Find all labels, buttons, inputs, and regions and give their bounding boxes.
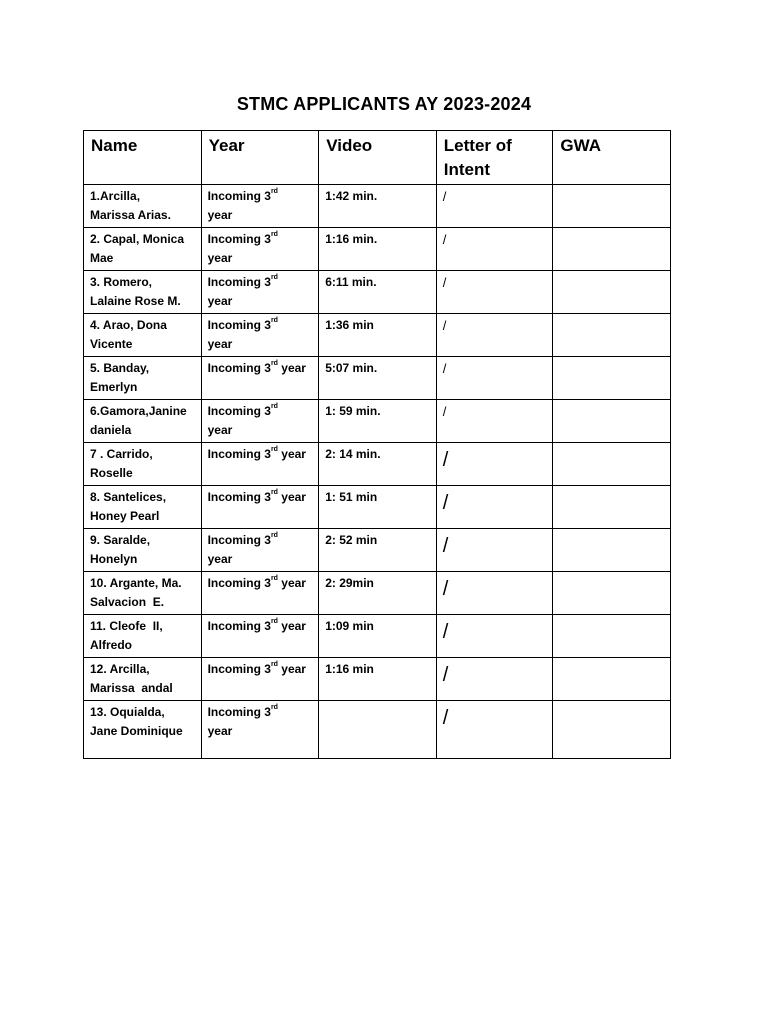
year-text: Incoming 3 <box>207 232 271 246</box>
year-text-line2: year <box>207 208 233 222</box>
applicant-name-cell <box>84 701 202 759</box>
letter-of-intent-check: / <box>442 621 449 643</box>
year-cell <box>201 658 319 701</box>
year-ordinal-suffix: rd <box>270 618 278 625</box>
table-row <box>84 701 671 759</box>
applicant-name-cell <box>84 615 202 658</box>
year-text-line2: year <box>207 337 233 351</box>
year-text: Incoming 3 <box>207 404 271 418</box>
applicant-name-cell <box>84 529 202 572</box>
year-ordinal-suffix: rd <box>270 188 278 195</box>
letter-of-intent-check: / <box>442 189 447 204</box>
gwa-cell <box>553 658 671 701</box>
applicant-name-line2: Emerlyn <box>90 380 138 394</box>
applicant-name-line1: 5. Banday, <box>90 361 150 375</box>
video-duration-cell: 1: 51 min <box>319 486 437 529</box>
letter-of-intent-check: / <box>442 578 449 600</box>
year-text-line2: year <box>207 552 233 566</box>
video-duration-cell: 1:16 min. <box>319 228 437 271</box>
gwa-cell <box>553 314 671 357</box>
table-row <box>84 228 671 271</box>
table-body <box>84 185 671 759</box>
gwa-cell <box>553 443 671 486</box>
letter-of-intent-cell <box>436 572 553 615</box>
applicant-name-line2: Mae <box>90 251 114 265</box>
year-text: Incoming 3 <box>207 275 271 289</box>
video-duration-cell: 1:42 min. <box>319 185 437 228</box>
applicant-name-line1: 13. Oquialda, <box>90 705 165 719</box>
gwa-cell <box>553 572 671 615</box>
gwa-cell <box>553 486 671 529</box>
applicant-name-line1: 7 . Carrido, <box>90 447 153 461</box>
year-text-line2: year <box>207 251 233 265</box>
year-ordinal-suffix: rd <box>270 489 278 496</box>
year-ordinal-suffix: rd <box>270 704 278 711</box>
year-text: Incoming 3 <box>207 318 271 332</box>
column-header-video: Video <box>319 131 437 185</box>
applicant-name-line1: 4. Arao, Dona <box>90 318 167 332</box>
year-text: Incoming 3 <box>207 189 271 203</box>
document-title: STMC APPLICANTS AY 2023-2024 <box>236 94 532 114</box>
video-duration-cell: 1: 59 min. <box>319 400 437 443</box>
year-text-line2: year <box>207 423 233 437</box>
letter-of-intent-check: / <box>442 318 447 333</box>
letter-of-intent-cell <box>436 228 553 271</box>
applicant-name-cell <box>84 357 202 400</box>
year-text: Incoming 3 <box>207 533 271 547</box>
year-cell <box>201 271 319 314</box>
gwa-cell <box>553 357 671 400</box>
year-cell <box>201 701 319 759</box>
letter-of-intent-cell <box>436 529 553 572</box>
letter-of-intent-check: / <box>442 275 447 290</box>
applicant-name-line2: Alfredo <box>90 638 132 652</box>
year-cell <box>201 228 319 271</box>
applicant-name-line2: daniela <box>90 423 132 437</box>
letter-of-intent-cell <box>436 658 553 701</box>
column-header-year: Year <box>201 131 319 185</box>
applicant-name-cell <box>84 185 202 228</box>
letter-of-intent-cell <box>436 357 553 400</box>
year-text-suffix: year <box>277 662 306 676</box>
table-row <box>84 529 671 572</box>
applicant-name-line2: Roselle <box>90 466 133 480</box>
applicant-name-line2: Salvacion E. <box>90 595 165 609</box>
year-ordinal-suffix: rd <box>270 317 278 324</box>
letter-of-intent-check: / <box>442 492 449 514</box>
year-cell <box>201 529 319 572</box>
year-ordinal-suffix: rd <box>270 575 278 582</box>
applicant-name-cell <box>84 486 202 529</box>
applicant-name-line1: 1.Arcilla, <box>90 189 141 203</box>
year-text-line2: year <box>207 724 233 738</box>
applicant-name-cell <box>84 314 202 357</box>
letter-of-intent-check: / <box>442 664 449 686</box>
year-cell <box>201 185 319 228</box>
year-text-suffix: year <box>277 619 306 633</box>
year-ordinal-suffix: rd <box>270 532 278 539</box>
column-header-letter-of-intent: Letter of Intent <box>436 131 553 185</box>
applicant-name-cell <box>84 572 202 615</box>
year-cell <box>201 615 319 658</box>
letter-of-intent-check: / <box>442 535 449 557</box>
video-duration-cell: 1:16 min <box>319 658 437 701</box>
applicant-name-line2: Lalaine Rose M. <box>90 294 181 308</box>
year-text: Incoming 3 <box>207 490 271 504</box>
applicant-name-line1: 10. Argante, Ma. <box>90 576 182 590</box>
letter-of-intent-check: / <box>442 232 447 247</box>
year-text: Incoming 3 <box>207 447 271 461</box>
letter-of-intent-cell <box>436 443 553 486</box>
table-row <box>84 357 671 400</box>
column-header-gwa: GWA <box>553 131 671 185</box>
year-text-suffix: year <box>277 361 306 375</box>
year-ordinal-suffix: rd <box>270 360 278 367</box>
header-row <box>84 131 671 185</box>
table-row <box>84 185 671 228</box>
video-duration-cell: 2: 14 min. <box>319 443 437 486</box>
applicant-name-line1: 8. Santelices, <box>90 490 167 504</box>
year-cell <box>201 572 319 615</box>
year-ordinal-suffix: rd <box>270 231 278 238</box>
applicant-name-line1: 2. Capal, Monica <box>90 232 185 246</box>
video-duration-cell: 2: 29min <box>319 572 437 615</box>
year-cell <box>201 314 319 357</box>
applicant-name-cell <box>84 271 202 314</box>
letter-of-intent-cell <box>436 271 553 314</box>
video-duration-cell: 1:09 min <box>319 615 437 658</box>
year-text-suffix: year <box>277 576 306 590</box>
letter-of-intent-check: / <box>442 404 447 419</box>
year-text: Incoming 3 <box>207 705 271 719</box>
year-cell <box>201 486 319 529</box>
gwa-cell <box>553 529 671 572</box>
applicant-name-line2: Marissa Arias. <box>90 208 171 222</box>
video-duration-cell: 6:11 min. <box>319 271 437 314</box>
applicants-table <box>83 130 671 759</box>
letter-of-intent-cell <box>436 486 553 529</box>
gwa-cell <box>553 615 671 658</box>
applicant-name-cell <box>84 400 202 443</box>
applicant-name-line2: Vicente <box>90 337 133 351</box>
year-text-suffix: year <box>277 490 306 504</box>
table-row <box>84 443 671 486</box>
table-row <box>84 615 671 658</box>
gwa-cell <box>553 400 671 443</box>
year-ordinal-suffix: rd <box>270 274 278 281</box>
applicant-name-line2: Honelyn <box>90 552 138 566</box>
table-row <box>84 314 671 357</box>
table-row <box>84 572 671 615</box>
year-cell <box>201 443 319 486</box>
year-text: Incoming 3 <box>207 576 271 590</box>
video-duration-cell: 2: 52 min <box>319 529 437 572</box>
video-duration-cell <box>319 701 437 759</box>
letter-of-intent-cell <box>436 701 553 759</box>
gwa-cell <box>553 271 671 314</box>
year-ordinal-suffix: rd <box>270 403 278 410</box>
letter-of-intent-check: / <box>442 707 449 729</box>
letter-of-intent-check: / <box>442 361 447 376</box>
video-duration-cell: 1:36 min <box>319 314 437 357</box>
applicant-name-line1: 11. Cleofe II, <box>90 619 163 633</box>
letter-of-intent-cell <box>436 615 553 658</box>
year-cell <box>201 357 319 400</box>
table-row <box>84 658 671 701</box>
year-ordinal-suffix: rd <box>270 661 278 668</box>
year-cell <box>201 400 319 443</box>
video-duration-cell: 5:07 min. <box>319 357 437 400</box>
gwa-cell <box>553 228 671 271</box>
applicant-name-cell <box>84 443 202 486</box>
year-text-line2: year <box>207 294 233 308</box>
year-text-suffix: year <box>277 447 306 461</box>
gwa-cell <box>553 701 671 759</box>
table-row <box>84 271 671 314</box>
applicant-name-cell <box>84 658 202 701</box>
applicant-name-line1: 9. Saralde, <box>90 533 151 547</box>
applicant-name-line1: 3. Romero, <box>90 275 153 289</box>
year-ordinal-suffix: rd <box>270 446 278 453</box>
applicant-name-line1: 12. Arcilla, <box>90 662 150 676</box>
letter-of-intent-cell <box>436 185 553 228</box>
applicant-name-cell <box>84 228 202 271</box>
column-header-name: Name <box>84 131 202 185</box>
applicant-name-line2: Honey Pearl <box>90 509 160 523</box>
applicant-name-line2: Marissa andal <box>90 681 173 695</box>
applicant-name-line2: Jane Dominique <box>90 724 183 738</box>
table-row <box>84 400 671 443</box>
letter-of-intent-check: / <box>442 449 449 471</box>
gwa-cell <box>553 185 671 228</box>
year-text: Incoming 3 <box>207 619 271 633</box>
applicant-name-line1: 6.Gamora,Janine <box>90 404 187 418</box>
table-row <box>84 486 671 529</box>
letter-of-intent-cell <box>436 314 553 357</box>
year-text: Incoming 3 <box>207 361 271 375</box>
letter-of-intent-cell <box>436 400 553 443</box>
year-text: Incoming 3 <box>207 662 271 676</box>
